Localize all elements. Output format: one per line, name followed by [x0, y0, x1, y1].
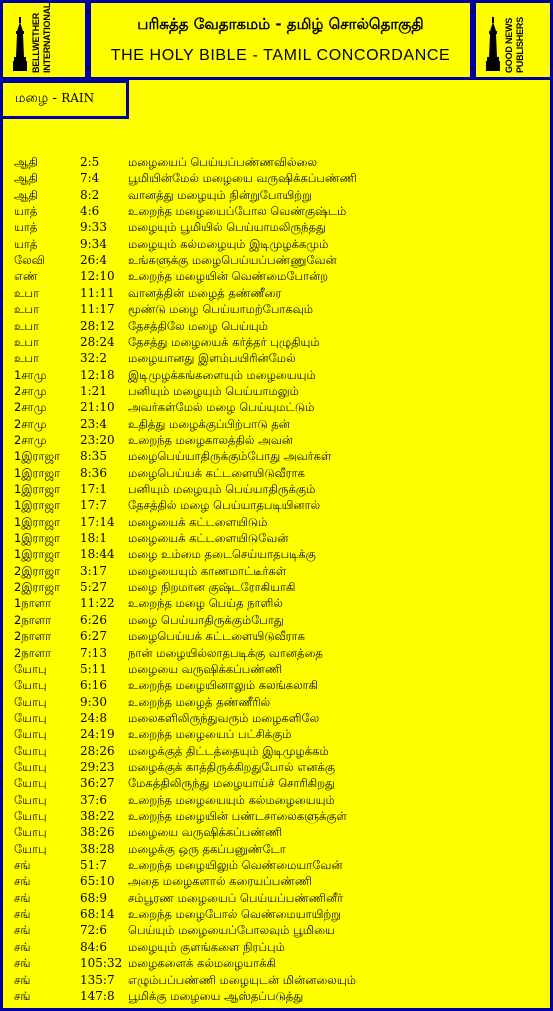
book-abbrev: யோபு: [14, 661, 47, 676]
concordance-row: [0, 301, 553, 317]
verse-excerpt: வானத்து மழையும் நின்றுபோயிற்று: [128, 187, 312, 202]
verse-excerpt: நான் மழையில்லாதபடிக்கு வானத்தை: [128, 645, 323, 660]
book-abbrev: உபா: [14, 285, 39, 300]
verse-excerpt: வானத்தின் மழைத் தண்ணீரை: [128, 285, 282, 300]
book-abbrev: யோபு: [14, 825, 47, 840]
verse-excerpt: உறைந்த மழைபோல் வெண்மையாயிற்று: [128, 907, 341, 922]
verse-reference: 1:21: [80, 383, 107, 398]
book-abbrev: எண்: [14, 269, 38, 284]
book-abbrev: யோபு: [14, 743, 47, 758]
verse-excerpt: மழையும் கல்மழையும் இடிமுழக்கமும்: [128, 236, 329, 251]
verse-excerpt: மூண்டு மழை பெய்யாமற்போகவும்: [128, 302, 313, 317]
verse-reference: 3:17: [80, 563, 107, 578]
book-abbrev: சங்: [14, 972, 31, 987]
concordance-row: [0, 873, 553, 889]
book-abbrev: 1இராஜா: [14, 482, 61, 496]
verse-excerpt: சம்பூரண மழையைப் பெய்யப்பண்ணினீர்: [128, 890, 344, 905]
concordance-row: [0, 972, 553, 988]
verse-excerpt: மழைக்குத் திட்டத்தையும் இடிமுழக்கம்: [128, 743, 329, 758]
book-abbrev: 2இராஜா: [14, 580, 61, 595]
verse-excerpt: பூமிக்கு மழையை ஆஸ்தப்படுத்து: [128, 988, 304, 1003]
verse-excerpt: மழைகளைக் கல்மழையாக்கி: [128, 956, 276, 971]
verse-reference: 26:4: [80, 253, 107, 268]
concordance-row: [0, 677, 553, 693]
concordance-row: [0, 334, 553, 350]
verse-excerpt: உங்களுக்கு மழைபெய்யப்பண்ணுவேன்: [128, 253, 337, 268]
topic-english: RAIN: [61, 91, 95, 105]
concordance-row: [0, 416, 553, 432]
book-abbrev: யோபு: [14, 841, 47, 856]
concordance-row: [0, 268, 553, 284]
verse-excerpt: அவர்கள்மேல் மழை பெய்யுமட்டும்: [128, 400, 315, 415]
verse-reference: 5:27: [80, 580, 107, 595]
tower-icon: [486, 17, 500, 71]
book-abbrev: சங்: [14, 939, 31, 954]
verse-reference: 18:44: [80, 547, 115, 562]
verse-reference: 68:14: [80, 907, 115, 922]
title-panel: [88, 0, 473, 80]
book-abbrev: யோபு: [14, 809, 47, 823]
book-abbrev: லேவி: [14, 253, 45, 268]
book-abbrev: ஆதி: [14, 187, 38, 202]
book-abbrev: 2சாமு: [14, 432, 47, 447]
verse-reference: 6:27: [80, 629, 107, 644]
verse-excerpt: இடிமுழக்கங்களையும் மழையையும்: [128, 367, 316, 382]
verse-excerpt: மழை நிறமான குஷ்டரோகியாகி: [128, 580, 296, 595]
verse-excerpt: உறைந்த மழையையும் கல்மழையையும்: [128, 792, 335, 807]
verse-reference: 12:10: [80, 269, 115, 284]
concordance-row: [0, 612, 553, 628]
book-abbrev: சங்: [14, 890, 31, 905]
verse-reference: 17:14: [80, 514, 115, 529]
verse-excerpt: மழைக்குக் காத்திருக்கிறதுபோல் எனக்கு: [128, 759, 335, 774]
verse-reference: 8:36: [80, 465, 107, 480]
verse-reference: 38:26: [80, 825, 115, 840]
verse-excerpt: மழையை வருஷிக்கப்பண்ணி: [128, 825, 283, 840]
verse-excerpt: உறைந்த மழை பெய்த நாளில்: [128, 596, 283, 611]
topic-heading: [0, 80, 129, 119]
verse-reference: 12:18: [80, 367, 115, 382]
verse-reference: 7:13: [80, 645, 107, 660]
verse-excerpt: மழைபெய்யக் கட்டளையிடுவீராக: [128, 629, 305, 644]
verse-reference: 72:6: [80, 923, 107, 938]
concordance-row: [0, 219, 553, 235]
good-news-logo-text: GOOD NEWS PUBLISHERS: [504, 16, 525, 73]
book-abbrev: உபா: [14, 334, 39, 349]
verse-reference: 17:7: [80, 498, 107, 513]
verse-excerpt: மழையும் பூமியில் பெய்யாமலிருந்தது: [128, 220, 326, 235]
verse-reference: 8:35: [80, 449, 107, 464]
verse-excerpt: மழையும் குளங்களை நிரப்பும்: [128, 939, 285, 954]
concordance-row: [0, 350, 553, 366]
verse-reference: 9:33: [80, 220, 107, 235]
concordance-row: [0, 595, 553, 611]
book-abbrev: யாத்: [14, 220, 38, 235]
verse-excerpt: பெய்யும் மழையைப்போலவும் பூமியை: [128, 923, 335, 938]
verse-reference: 105:32: [80, 956, 123, 971]
book-abbrev: ஆதி: [14, 155, 38, 169]
book-abbrev: யோபு: [14, 759, 47, 774]
verse-reference: 9:30: [80, 694, 107, 709]
book-abbrev: சங்: [14, 858, 31, 873]
verse-excerpt: மழை பெய்யாதிருக்கும்போது: [128, 612, 284, 627]
verse-reference: 38:28: [80, 841, 115, 856]
concordance-row: [0, 170, 553, 186]
concordance-row: [0, 465, 553, 481]
concordance-row: [0, 775, 553, 791]
book-abbrev: யோபு: [14, 694, 47, 709]
verse-excerpt: மழைக்கு ஒரு தகப்பனுண்டோ: [128, 841, 286, 856]
good-news-logo-panel: [473, 0, 553, 80]
bellwether-logo-text: BELLWETHER INTERNATIONAL: [31, 2, 52, 73]
book-abbrev: 1இராஜா: [14, 465, 61, 480]
book-abbrev: 1இராஜா: [14, 514, 61, 529]
verse-excerpt: மலைகளிலிருந்துவரும் மழைகளிலே: [128, 710, 320, 725]
concordance-row: [0, 628, 553, 644]
concordance-row: [0, 808, 553, 824]
verse-reference: 84:6: [80, 939, 107, 954]
verse-reference: 23:20: [80, 432, 115, 447]
concordance-row: [0, 203, 553, 219]
concordance-row: [0, 383, 553, 399]
verse-excerpt: உறைந்த மழையின் பண்டசாலைகளுக்குள்: [128, 809, 347, 823]
verse-excerpt: உறைந்த மழையிலும் வெண்மையாவேன்: [128, 858, 343, 873]
verse-reference: 11:17: [80, 302, 115, 317]
verse-reference: 21:10: [80, 400, 115, 415]
verse-reference: 11:22: [80, 596, 115, 611]
verse-reference: 17:1: [80, 482, 107, 496]
verse-reference: 8:2: [80, 187, 100, 202]
verse-excerpt: தேசத்திலே மழை பெய்யும்: [128, 318, 268, 333]
page-title-english: THE HOLY BIBLE - TAMIL CONCORDANCE: [110, 47, 451, 64]
book-abbrev: யாத்: [14, 204, 38, 219]
tower-icon: [13, 17, 27, 71]
verse-reference: 6:16: [80, 678, 107, 693]
verse-reference: 6:26: [80, 612, 107, 627]
concordance-row: [0, 955, 553, 971]
book-abbrev: 2சாமு: [14, 383, 47, 398]
verse-reference: 36:27: [80, 776, 115, 791]
verse-reference: 68:9: [80, 890, 107, 905]
concordance-row: [0, 759, 553, 775]
verse-reference: 28:12: [80, 318, 115, 333]
concordance-row: [0, 481, 553, 497]
verse-reference: 7:4: [80, 171, 100, 186]
verse-excerpt: உறைந்த மழைத் தண்ணீரில்: [128, 694, 271, 709]
verse-excerpt: அதை மழைகளால் கரையப்பண்ணி: [128, 874, 313, 889]
book-abbrev: சங்: [14, 988, 31, 1003]
verse-excerpt: மேகத்திலிருந்து மழையாய்ச் சொரிகிறது: [128, 776, 336, 791]
book-abbrev: யோபு: [14, 792, 47, 807]
verse-excerpt: மழைபெய்யக் கட்டளையிடுவீராக: [128, 465, 305, 480]
verse-excerpt: மழைபெய்யாதிருக்கும்போது அவர்கள்: [128, 449, 332, 464]
concordance-row: [0, 906, 553, 922]
book-abbrev: 2சாமு: [14, 416, 47, 431]
verse-reference: 2:5: [80, 155, 100, 169]
verse-reference: 18:1: [80, 531, 107, 546]
bellwether-logo-panel: [0, 0, 88, 80]
verse-reference: 51:7: [80, 858, 107, 873]
verse-reference: 24:19: [80, 727, 115, 742]
verse-excerpt: எழும்பப்பண்ணி மழையுடன் மின்னலையும்: [128, 972, 356, 987]
book-abbrev: சங்: [14, 923, 31, 938]
concordance-row: [0, 939, 553, 955]
verse-excerpt: உறைந்த மழைகாலத்தில் அவன்: [128, 432, 294, 447]
concordance-row: [0, 448, 553, 464]
verse-excerpt: பனியும் மழையும் பெய்யாதிருக்கும்: [128, 482, 316, 496]
concordance-row: [0, 318, 553, 334]
book-abbrev: யாத்: [14, 236, 38, 251]
verse-excerpt: மழையை வருஷிக்கப்பண்ணி: [128, 661, 283, 676]
verse-excerpt: பூமியின்மேல் மழையை வருஷிக்கப்பண்ணி: [128, 171, 357, 186]
concordance-row: [0, 187, 553, 203]
book-abbrev: 1சாமு: [14, 367, 47, 382]
book-abbrev: 1இராஜா: [14, 531, 61, 546]
book-abbrev: ஆதி: [14, 171, 38, 186]
concordance-row: [0, 792, 553, 808]
book-abbrev: யோபு: [14, 710, 47, 725]
concordance-row: [0, 563, 553, 579]
topic-label: [15, 91, 94, 107]
concordance-row: [0, 841, 553, 857]
verse-excerpt: மழையையும் காணமாட்டீர்கள்: [128, 563, 287, 578]
verse-excerpt: உறைந்த மழையினாலும் கலங்கலாகி: [128, 678, 319, 693]
book-abbrev: 2நாளா: [14, 645, 52, 660]
verse-excerpt: மழையைப் பெய்யப்பண்ணவில்லை: [128, 155, 318, 169]
book-abbrev: 1இராஜா: [14, 498, 61, 513]
verse-reference: 38:22: [80, 809, 115, 823]
concordance-row: [0, 645, 553, 661]
concordance-row: [0, 726, 553, 742]
concordance-row: [0, 399, 553, 415]
book-abbrev: உபா: [14, 318, 39, 333]
book-abbrev: 2நாளா: [14, 612, 52, 627]
concordance-row: [0, 252, 553, 268]
verse-excerpt: உதித்து மழைக்குப்பிற்பாடு தன்: [128, 416, 290, 431]
concordance-row: [0, 432, 553, 448]
verse-reference: 29:23: [80, 759, 115, 774]
verse-reference: 65:10: [80, 874, 115, 889]
book-abbrev: உபா: [14, 351, 39, 366]
verse-excerpt: உறைந்த மழையின் வெண்மைபோன்ற: [128, 269, 329, 284]
book-abbrev: சங்: [14, 956, 31, 971]
book-abbrev: சங்: [14, 907, 31, 922]
page-title-tamil: பரிசுத்த வேதாகமம் - தமிழ் சொல்தொகுதி: [137, 15, 424, 33]
concordance-row: [0, 922, 553, 938]
book-abbrev: 2இராஜா: [14, 563, 61, 578]
verse-reference: 9:34: [80, 236, 107, 251]
verse-excerpt: உறைந்த மழையைப்போல வெண்குஷ்டம்: [128, 204, 347, 219]
book-abbrev: 1நாளா: [14, 596, 52, 611]
concordance-row: [0, 743, 553, 759]
concordance-row: [0, 514, 553, 530]
book-abbrev: 1இராஜா: [14, 547, 61, 562]
verse-excerpt: உறைந்த மழையைப் பட்சிக்கும்: [128, 727, 292, 742]
book-abbrev: 2சாமு: [14, 400, 47, 415]
book-abbrev: உபா: [14, 302, 39, 317]
concordance-row: [0, 694, 553, 710]
verse-reference: 28:26: [80, 743, 115, 758]
concordance-row: [0, 367, 553, 383]
verse-reference: 147:8: [80, 988, 115, 1003]
verse-excerpt: பனியும் மழையும் பெய்யாமலும்: [128, 383, 299, 398]
book-abbrev: சங்: [14, 874, 31, 889]
concordance-row: [0, 661, 553, 677]
verse-excerpt: மழையைக் கட்டளையிடும்: [128, 514, 268, 529]
verse-reference: 24:8: [80, 710, 107, 725]
concordance-row: [0, 824, 553, 840]
concordance-row: [0, 988, 553, 1004]
book-abbrev: யோபு: [14, 678, 47, 693]
verse-excerpt: தேசத்தில் மழை பெய்யாதபடியினால்: [128, 498, 321, 513]
verse-excerpt: மழையானது இளம்பயிரின்மேல்: [128, 351, 296, 366]
verse-excerpt: மழை உம்மை தடைசெய்யாதபடிக்கு: [128, 547, 316, 562]
concordance-row: [0, 546, 553, 562]
book-abbrev: யோபு: [14, 776, 47, 791]
concordance-row: [0, 579, 553, 595]
topic-tamil: மழை: [15, 91, 49, 106]
verse-reference: 37:6: [80, 792, 107, 807]
concordance-row: [0, 857, 553, 873]
concordance-row: [0, 154, 553, 170]
book-abbrev: யோபு: [14, 727, 47, 742]
concordance-row: [0, 710, 553, 726]
concordance-row: [0, 530, 553, 546]
verse-reference: 4:6: [80, 204, 100, 219]
concordance-row: [0, 890, 553, 906]
verse-reference: 28:24: [80, 334, 115, 349]
book-abbrev: 1இராஜா: [14, 449, 61, 464]
verse-excerpt: மழையைக் கட்டளையிடுவேன்: [128, 531, 289, 546]
verse-reference: 11:11: [80, 285, 115, 300]
book-abbrev: 2நாளா: [14, 629, 52, 644]
verse-reference: 32:2: [80, 351, 107, 366]
verse-excerpt: தேசத்து மழையைக் கர்த்தர் புழுதியும்: [128, 334, 320, 349]
concordance-row: [0, 497, 553, 513]
verse-reference: 135:7: [80, 972, 115, 987]
concordance-row: [0, 285, 553, 301]
verse-reference: 23:4: [80, 416, 107, 431]
topic-separator: -: [48, 91, 62, 106]
verse-reference: 5:11: [80, 661, 107, 676]
concordance-row: [0, 236, 553, 252]
